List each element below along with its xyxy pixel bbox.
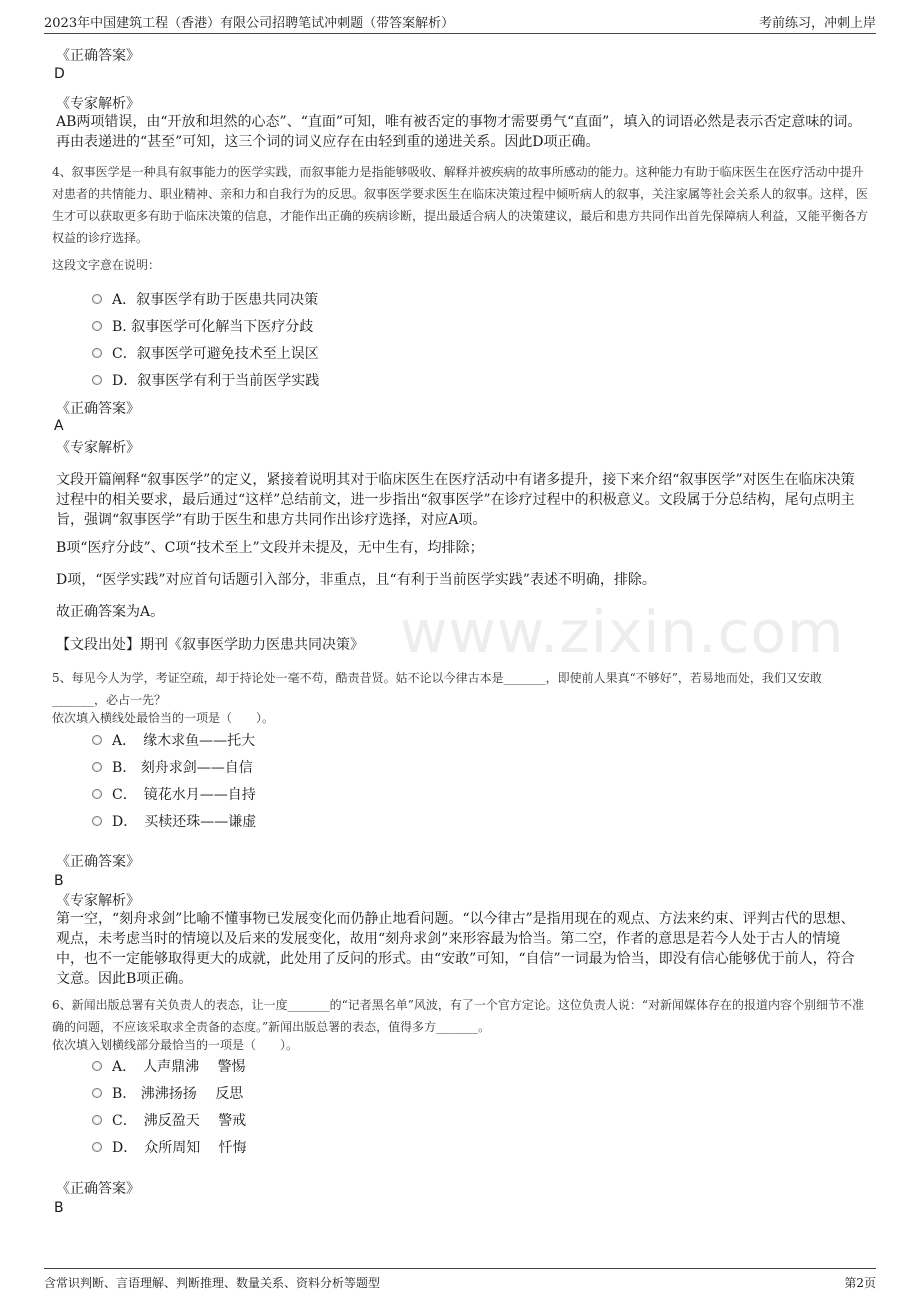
q4-source: 【文段出处】期刊《叙事医学助力医患共同决策》	[56, 637, 364, 653]
q5-option-b[interactable]	[92, 756, 253, 778]
option-label: C．叙事医学可避免技术至上误区	[112, 346, 319, 362]
q6-answer: B	[54, 1200, 64, 1216]
q6-option-a[interactable]	[92, 1055, 246, 1077]
radio-icon[interactable]	[92, 375, 102, 385]
option-label: B. 刻舟求剑——自信	[112, 760, 253, 776]
q4-answer: A	[54, 418, 64, 434]
option-label: B. 叙事医学可化解当下医疗分歧	[112, 319, 314, 335]
radio-icon[interactable]	[92, 294, 102, 304]
q5-answer: B	[54, 873, 64, 889]
page-header	[44, 10, 876, 32]
radio-icon[interactable]	[92, 762, 102, 772]
radio-icon[interactable]	[92, 348, 102, 358]
q3-analysis-label: 《专家解析》	[56, 96, 140, 112]
q4-option-b[interactable]	[92, 315, 313, 337]
option-label: D． 买椟还珠——谦虚	[112, 814, 257, 830]
q5-analysis: 第一空，“刻舟求剑”比喻不懂事物已发展变化而仍静止地看问题。“以今律古”是指用现在的观点、方法来约束、评判古代的思想、观点，未考虑当时的情境以及后来的发展变化，故用“刻舟求剑”来形容最为恰当。第二空，作者的意思是若今人处于古人的情境中，也不一定能够取得更大的成就，此处用了反问的形式。由“安敢”可知，“自信”一词最为恰当，即没有信心能够优于前人，符合文意。因此B项正确。	[56, 911, 855, 987]
option-label: D．叙事医学有利于当前医学实践	[112, 373, 320, 389]
q4-analysis-p2: B项“医疗分歧”、C项“技术至上”文段并未提及，无中生有，均排除；	[56, 540, 484, 556]
q6-option-b[interactable]	[92, 1082, 243, 1104]
radio-icon[interactable]	[92, 816, 102, 826]
q6-option-d[interactable]	[92, 1136, 247, 1158]
q5-analysis-label: 《专家解析》	[56, 893, 140, 909]
document-title: 2023年中国建筑工程（香港）有限公司招聘笔试冲刺题（带答案解析）	[44, 15, 455, 31]
radio-icon[interactable]	[92, 1115, 102, 1125]
radio-icon[interactable]	[92, 735, 102, 745]
q4-stem: 4、叙事医学是一种具有叙事能力的医学实践，而叙事能力是指能够吸收、解释并被疾病的故事所感动的能力。这种能力有助于临床医生在医疗活动中提升对患者的共情能力、职业精神、亲和力和自我行为的反思。叙事医学要求医生在临床决策过程中倾听病人的叙事，关注家属等社会关系人的叙事。这样，医生才可以获取更多有助于临床决策的信息，才能作出正确的疾病诊断，提出最适合病人的决策建议，最后和患方共同作出首先保障病人利益，又能平衡各方权益的诊疗选择。	[52, 165, 869, 245]
radio-icon[interactable]	[92, 1142, 102, 1152]
option-label: C． 镜花水月——自持	[112, 787, 256, 803]
q5-prompt: 依次填入横线处最恰当的一项是（ ）。	[52, 711, 275, 725]
q3-answer: D	[54, 66, 65, 82]
watermark: www.zixin.com	[400, 598, 845, 666]
q6-answer-label: 《正确答案》	[56, 1181, 140, 1197]
footer-topics: 含常识判断、言语理解、判断推理、数量关系、资料分析等题型	[44, 1275, 381, 1290]
q6-prompt: 依次填入划横线部分最恰当的一项是（ ）。	[52, 1038, 299, 1052]
q6-option-c[interactable]	[92, 1109, 246, 1131]
radio-icon[interactable]	[92, 321, 102, 331]
q4-analysis-label: 《专家解析》	[56, 440, 140, 456]
option-label: D． 众所周知 忏悔	[112, 1140, 247, 1156]
radio-icon[interactable]	[92, 789, 102, 799]
q5-option-d[interactable]	[92, 810, 256, 832]
q6-stem: 6、新闻出版总署有关负责人的表态，让一度_______的“记者黑名单”风波，有了一个官方定论。这位负责人说：“对新闻媒体存在的报道内容个别细节不准确的问题，不应该采取求全责备的态度。”新闻出版总署的表态，值得多方_______。	[52, 998, 865, 1034]
q3-analysis: AB两项错误，由“开放和坦然的心态”、“直面”可知，唯有被否定的事物才需要勇气“直面”，填入的词语必然是表示否定意味的词。再由表递进的“甚至”可知，这三个词的词义应存在由轻到重的递进关系。因此D项正确。	[56, 114, 862, 150]
q5-stem: 5、每见今人为学，考证空疏，却于持论处一毫不苟，酷责昔贤。姑不论以今律古本是_______，即使前人果真“不够好”，若易地而处，我们又安敢_______，必占一先？	[52, 671, 822, 707]
q4-prompt: 这段文字意在说明：	[52, 258, 161, 272]
q5-option-a[interactable]	[92, 729, 255, 751]
option-label: B. 沸沸扬扬 反思	[112, 1086, 244, 1102]
q3-answer-label: 《正确答案》	[56, 48, 140, 64]
q4-option-d[interactable]	[92, 369, 319, 391]
page-number: 第2页	[844, 1275, 876, 1290]
option-label: A． 缘木求鱼——托大	[112, 733, 256, 749]
header-divider	[44, 33, 876, 34]
q4-option-a[interactable]	[92, 288, 318, 310]
q4-option-c[interactable]	[92, 342, 319, 364]
q4-analysis-p1: 文段开篇阐释“叙事医学”的定义，紧接着说明其对于临床医生在医疗活动中有诸多提升，接下来介绍“叙事医学”对医生在临床决策过程中的相关要求，最后通过“这样”总结前文，进一步指出“叙事医学”在诊疗过程中的积极意义。文段属于分总结构，尾句点明主旨，强调“叙事医学”有助于医生和患方共同作出诊疗选择，对应A项。	[56, 472, 855, 528]
option-label: C． 沸反盈天 警戒	[112, 1113, 247, 1129]
q4-analysis-p4: 故正确答案为A。	[56, 604, 165, 620]
q4-analysis-p3: D项，“医学实践”对应首句话题引入部分，非重点，且“有利于当前医学实践”表述不明确，排除。	[56, 572, 656, 588]
radio-icon[interactable]	[92, 1061, 102, 1071]
page-footer	[44, 1272, 876, 1292]
radio-icon[interactable]	[92, 1088, 102, 1098]
option-label: A．叙事医学有助于医患共同决策	[112, 292, 319, 308]
q5-answer-label: 《正确答案》	[56, 854, 140, 870]
header-slogan: 考前练习，冲刺上岸	[758, 15, 876, 31]
footer-divider	[44, 1268, 876, 1269]
option-label: A． 人声鼎沸 警惕	[112, 1059, 246, 1075]
q4-answer-label: 《正确答案》	[56, 401, 140, 417]
q5-option-c[interactable]	[92, 783, 256, 805]
